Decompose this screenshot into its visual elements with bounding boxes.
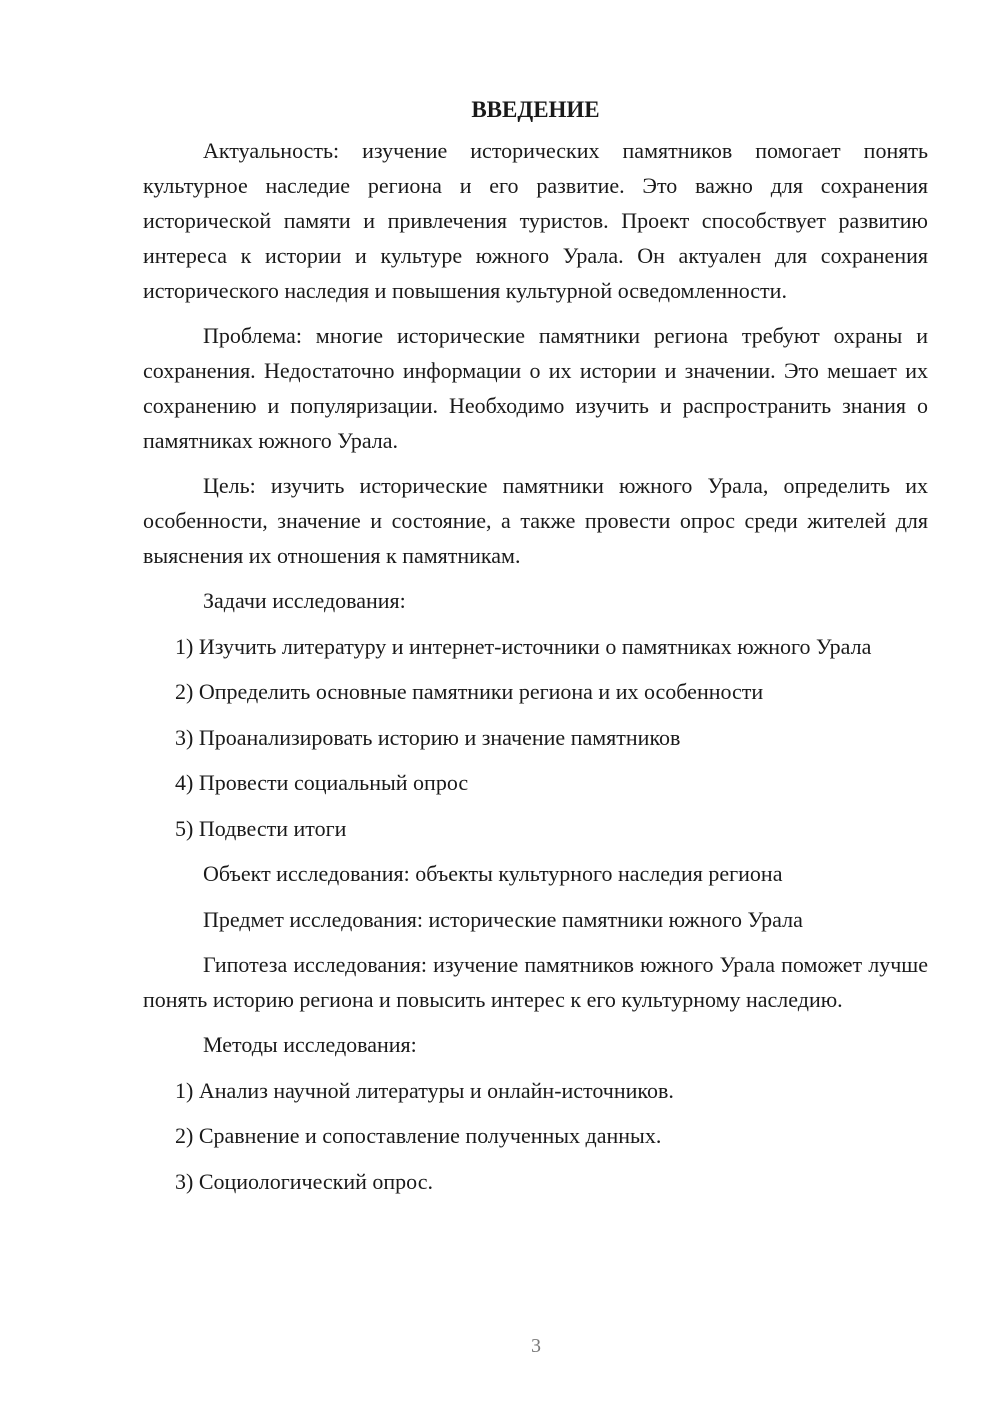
page-number: 3 [531,1335,541,1357]
task-item: 3) Проанализировать историю и значение памятников [175,724,681,750]
page-body [143,95,928,1209]
task-item: 2) Определить основные памятники региона и их особенности [175,679,764,704]
methods-heading: Методы исследования: [203,1032,417,1057]
tasks-heading: Задачи исследования: [203,588,406,613]
object-line: Объект исследования: объекты культурного наследия региона [203,861,783,886]
hypothesis-paragraph: Гипотеза исследования: изучение памятников южного Урала поможет лучше понять историю региона и повысить интерес к его культурному наследию. [143,952,928,1012]
goal-paragraph: Цель: изучить исторические памятники южного Урала, определить их особенности, значение и состояние, а также провести опрос среди жителей для выяснения их отношения к памятникам. [143,473,928,568]
relevance-paragraph: Актуальность: изучение исторических памятников помогает понять культурное наследие региона и его развитие. Это важно для сохранения исторической памяти и привлечения туристов. Проект способствует развитию интереса к истории и культуре южного Урала. Он актуален для сохранения исторического наследия и повышения культурной осведомленности. [143,138,928,303]
task-item: 5) Подвести итоги [175,815,347,841]
task-item: 1) Изучить литературу и интернет-источники о памятниках южного Урала [175,633,872,659]
subject-line: Предмет исследования: исторические памятники южного Урала [203,906,803,932]
method-item: 1) Анализ научной литературы и онлайн-источников. [175,1077,674,1103]
method-item: 2) Сравнение и сопоставление полученных данных. [175,1123,662,1148]
section-title: ВВЕДЕНИЕ [471,97,600,122]
method-item: 3) Социологический опрос. [175,1168,433,1194]
task-item: 4) Провести социальный опрос [175,770,469,795]
problem-paragraph: Проблема: многие исторические памятники региона требуют охраны и сохранения. Недостаточно информации о их истории и значении. Это мешает их сохранению и популяризации. Необходимо изучить и распространить знания о памятниках южного Урала. [143,323,928,453]
